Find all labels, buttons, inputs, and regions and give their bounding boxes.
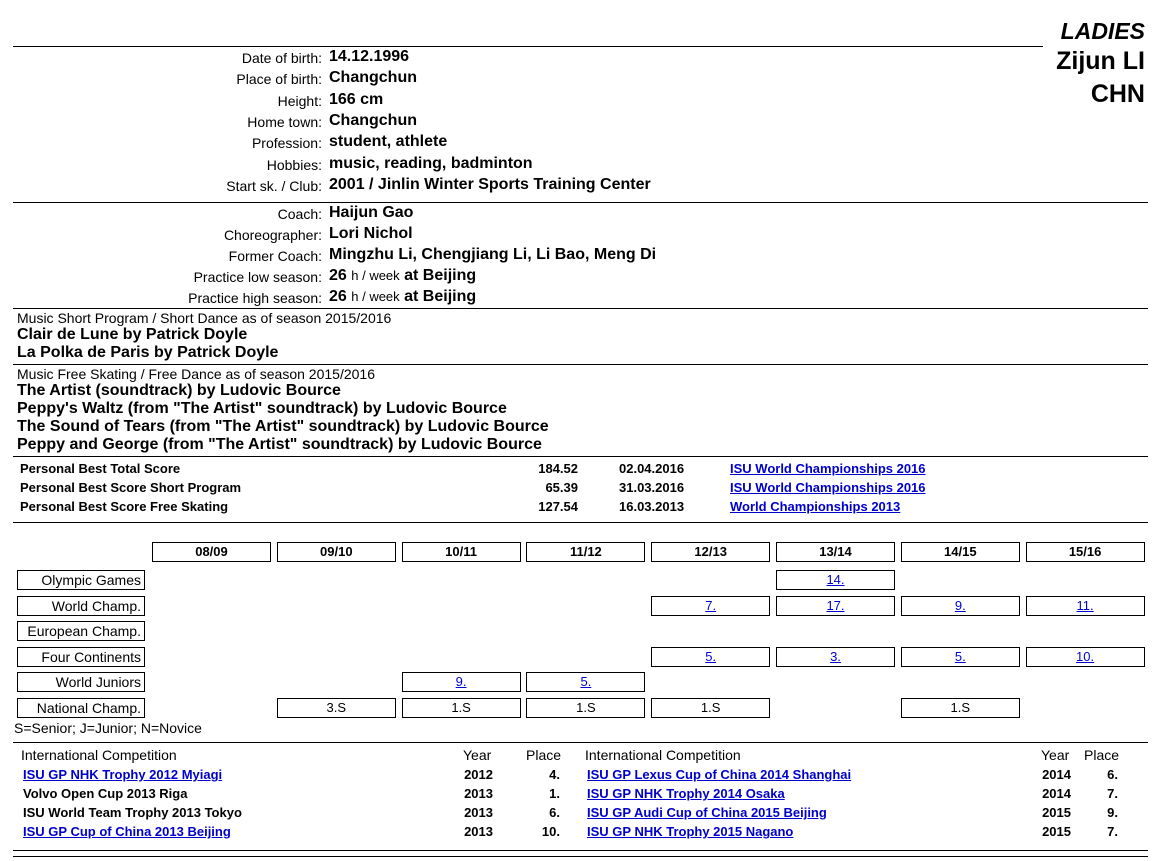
result-value: 1.S <box>950 699 971 715</box>
result-link[interactable]: 5. <box>580 674 592 689</box>
pb-score: 65.39 <box>545 480 578 495</box>
divider <box>13 202 1148 203</box>
legend-note: S=Senior; J=Junior; N=Novice <box>14 720 202 736</box>
results-cell <box>402 698 521 718</box>
bio-label: Start sk. / Club: <box>226 177 322 194</box>
bio-label: Date of birth: <box>241 50 322 66</box>
divider <box>13 456 1148 457</box>
place-header: Place <box>1084 747 1120 763</box>
results-row-label: Olympic Games <box>17 570 145 590</box>
season-header: 15/16 <box>1026 542 1145 562</box>
season-header: 11/12 <box>526 542 645 562</box>
bio-value: student, athlete <box>329 133 448 151</box>
results-cell <box>901 698 1020 718</box>
skater-country: CHN <box>1090 80 1145 108</box>
result-link[interactable]: 5. <box>954 648 966 664</box>
music-short-title: Clair de Lune by Patrick Doyle <box>17 326 248 343</box>
bio-label: Profession: <box>251 135 322 152</box>
competition-place: 6. <box>1107 767 1118 782</box>
divider <box>13 522 1148 523</box>
competition-name: Volvo Open Cup 2013 Riga <box>23 786 188 801</box>
coaching-label: Former Coach: <box>228 248 322 264</box>
competition-link[interactable]: ISU GP Audi Cup of China 2015 Beijing <box>587 805 827 820</box>
competition-name: ISU World Team Trophy 2013 Tokyo <box>23 805 242 820</box>
results-cell[interactable] <box>651 596 770 616</box>
bio-label: Home town: <box>247 113 322 130</box>
results-cell <box>651 698 770 718</box>
music-free-title: Peppy's Waltz (from "The Artist" soundtrack) by Ludovic Bource <box>17 400 507 417</box>
bio-value: 166 cm <box>329 90 384 108</box>
competition-year: 2014 <box>1042 786 1071 801</box>
results-cell <box>277 698 396 718</box>
practice-location: at Beijing <box>404 288 477 305</box>
results-cell[interactable] <box>402 672 521 692</box>
results-cell[interactable] <box>901 596 1020 616</box>
pb-label: Personal Best Total Score <box>20 461 181 476</box>
competition-place: 7. <box>1107 786 1118 801</box>
music-free-title: The Artist (soundtrack) by Ludovic Bource <box>17 382 341 399</box>
result-value: 3.S <box>326 699 347 715</box>
practice-label: Practice high season: <box>188 290 322 306</box>
season-header: 14/15 <box>901 542 1020 562</box>
competition-year: 2015 <box>1042 805 1071 820</box>
skater-name: Zijun LI <box>1056 47 1145 75</box>
results-cell[interactable] <box>901 647 1020 667</box>
bio-value: Changchun <box>329 111 417 129</box>
divider <box>13 856 1148 857</box>
results-row-label: European Champ. <box>17 621 145 641</box>
result-link[interactable]: 10. <box>1076 648 1095 664</box>
pb-label: Personal Best Score Free Skating <box>20 499 229 514</box>
music-short-title: La Polka de Paris by Patrick Doyle <box>17 344 279 361</box>
competition-year: 2013 <box>464 824 493 839</box>
pb-date: 31.03.2016 <box>619 480 685 495</box>
competition-place: 7. <box>1107 824 1118 839</box>
coaching-value: Mingzhu Li, Chengjiang Li, Li Bao, Meng Di <box>329 246 657 263</box>
result-link[interactable]: 5. <box>705 648 717 664</box>
competition-place: 10. <box>541 824 560 839</box>
competition-place: 9. <box>1107 805 1118 820</box>
results-cell[interactable] <box>776 596 895 616</box>
competition-year: 2014 <box>1042 767 1071 782</box>
bio-value: Changchun <box>329 69 417 87</box>
year-header: Year <box>463 747 492 763</box>
bio-value: 14.12.1996 <box>329 48 410 65</box>
competition-header: International Competition <box>21 747 177 763</box>
results-cell[interactable] <box>1026 647 1145 667</box>
music-free-title: Peppy and George (from "The Artist" soundtrack) by Ludovic Bource <box>17 436 542 453</box>
competition-header: International Competition <box>585 747 741 763</box>
coaching-label: Choreographer: <box>223 227 322 243</box>
result-link[interactable]: 9. <box>455 674 467 689</box>
result-link[interactable]: 7. <box>705 597 717 613</box>
results-cell[interactable] <box>651 647 770 667</box>
competition-link[interactable]: ISU GP NHK Trophy 2015 Nagano <box>587 824 794 839</box>
music-short-heading: Music Short Program / Short Dance as of season 2015/2016 <box>17 310 392 326</box>
practice-value <box>329 288 476 306</box>
year-header: Year <box>1041 747 1070 763</box>
results-cell[interactable] <box>776 570 895 590</box>
result-link[interactable]: 17. <box>826 597 845 613</box>
divider <box>13 850 1148 851</box>
competition-year: 2015 <box>1042 824 1071 839</box>
season-header: 13/14 <box>776 542 895 562</box>
results-cell[interactable] <box>1026 596 1145 616</box>
practice-value <box>329 267 476 285</box>
results-row-label: World Champ. <box>17 596 145 616</box>
competition-place: 6. <box>549 805 560 820</box>
season-header: 12/13 <box>651 542 770 562</box>
bio-value: music, reading, badminton <box>329 154 533 172</box>
result-link[interactable]: 3. <box>830 648 841 664</box>
result-value: 1.S <box>451 699 471 715</box>
divider <box>13 742 1148 743</box>
divider <box>13 364 1148 365</box>
results-row-label: Four Continents <box>17 647 145 667</box>
category-label: LADIES <box>1060 18 1145 44</box>
pb-date: 16.03.2013 <box>619 499 685 514</box>
competition-link[interactable]: ISU GP NHK Trophy 2014 Osaka <box>587 786 785 801</box>
pb-score: 127.54 <box>538 499 578 514</box>
pb-event-link[interactable]: World Championships 2013 <box>730 499 901 514</box>
pb-label: Personal Best Score Short Program <box>20 480 242 495</box>
competition-year: 2013 <box>464 786 493 801</box>
competition-year: 2013 <box>464 805 493 820</box>
result-link[interactable]: 14. <box>826 572 845 587</box>
results-cell[interactable] <box>526 672 645 692</box>
competition-link[interactable]: ISU GP Lexus Cup of China 2014 Shanghai <box>587 767 852 782</box>
music-free-title: The Sound of Tears (from "The Artist" soundtrack) by Ludovic Bource <box>17 418 549 435</box>
divider <box>13 46 1043 47</box>
result-link[interactable]: 11. <box>1076 597 1094 613</box>
pb-score: 184.52 <box>538 461 578 476</box>
bio-value: 2001 / Jinlin Winter Sports Training Center <box>329 175 651 193</box>
competition-place: 4. <box>549 767 560 782</box>
bio-label: Height: <box>277 92 322 109</box>
bio-label: Hobbies: <box>266 156 322 173</box>
pb-date: 02.04.2016 <box>619 461 685 476</box>
practice-unit: h / week <box>351 268 400 283</box>
results-row-label: World Juniors <box>17 672 145 692</box>
practice-hours: 26 <box>329 267 347 284</box>
practice-unit: h / week <box>351 289 400 304</box>
practice-hours: 26 <box>329 288 347 305</box>
competition-year: 2012 <box>464 767 493 782</box>
coaching-label: Coach: <box>277 206 322 222</box>
result-value: 1.S <box>576 699 596 715</box>
coaching-value: Haijun Gao <box>329 204 414 221</box>
competition-place: 1. <box>549 786 560 801</box>
season-header: 10/11 <box>402 542 521 562</box>
bio-label: Place of birth: <box>236 71 322 88</box>
results-cell <box>526 698 645 718</box>
practice-label: Practice low season: <box>193 269 322 285</box>
season-header: 09/10 <box>277 542 396 562</box>
place-header: Place <box>526 747 562 763</box>
season-header: 08/09 <box>152 542 271 562</box>
pb-event-link[interactable]: ISU World Championships 2016 <box>730 461 926 476</box>
result-link[interactable]: 9. <box>954 597 966 613</box>
competition-link[interactable]: ISU GP Cup of China 2013 Beijing <box>23 824 231 839</box>
music-free-heading: Music Free Skating / Free Dance as of season 2015/2016 <box>17 366 375 382</box>
competition-link[interactable]: ISU GP NHK Trophy 2012 Myiagi <box>23 767 223 782</box>
results-row-label: National Champ. <box>17 698 145 718</box>
pb-event-link[interactable]: ISU World Championships 2016 <box>730 480 926 495</box>
practice-location: at Beijing <box>404 267 477 284</box>
coaching-value: Lori Nichol <box>329 225 413 242</box>
results-cell[interactable] <box>776 647 895 667</box>
result-value: 1.S <box>700 699 721 715</box>
divider <box>13 308 1148 309</box>
